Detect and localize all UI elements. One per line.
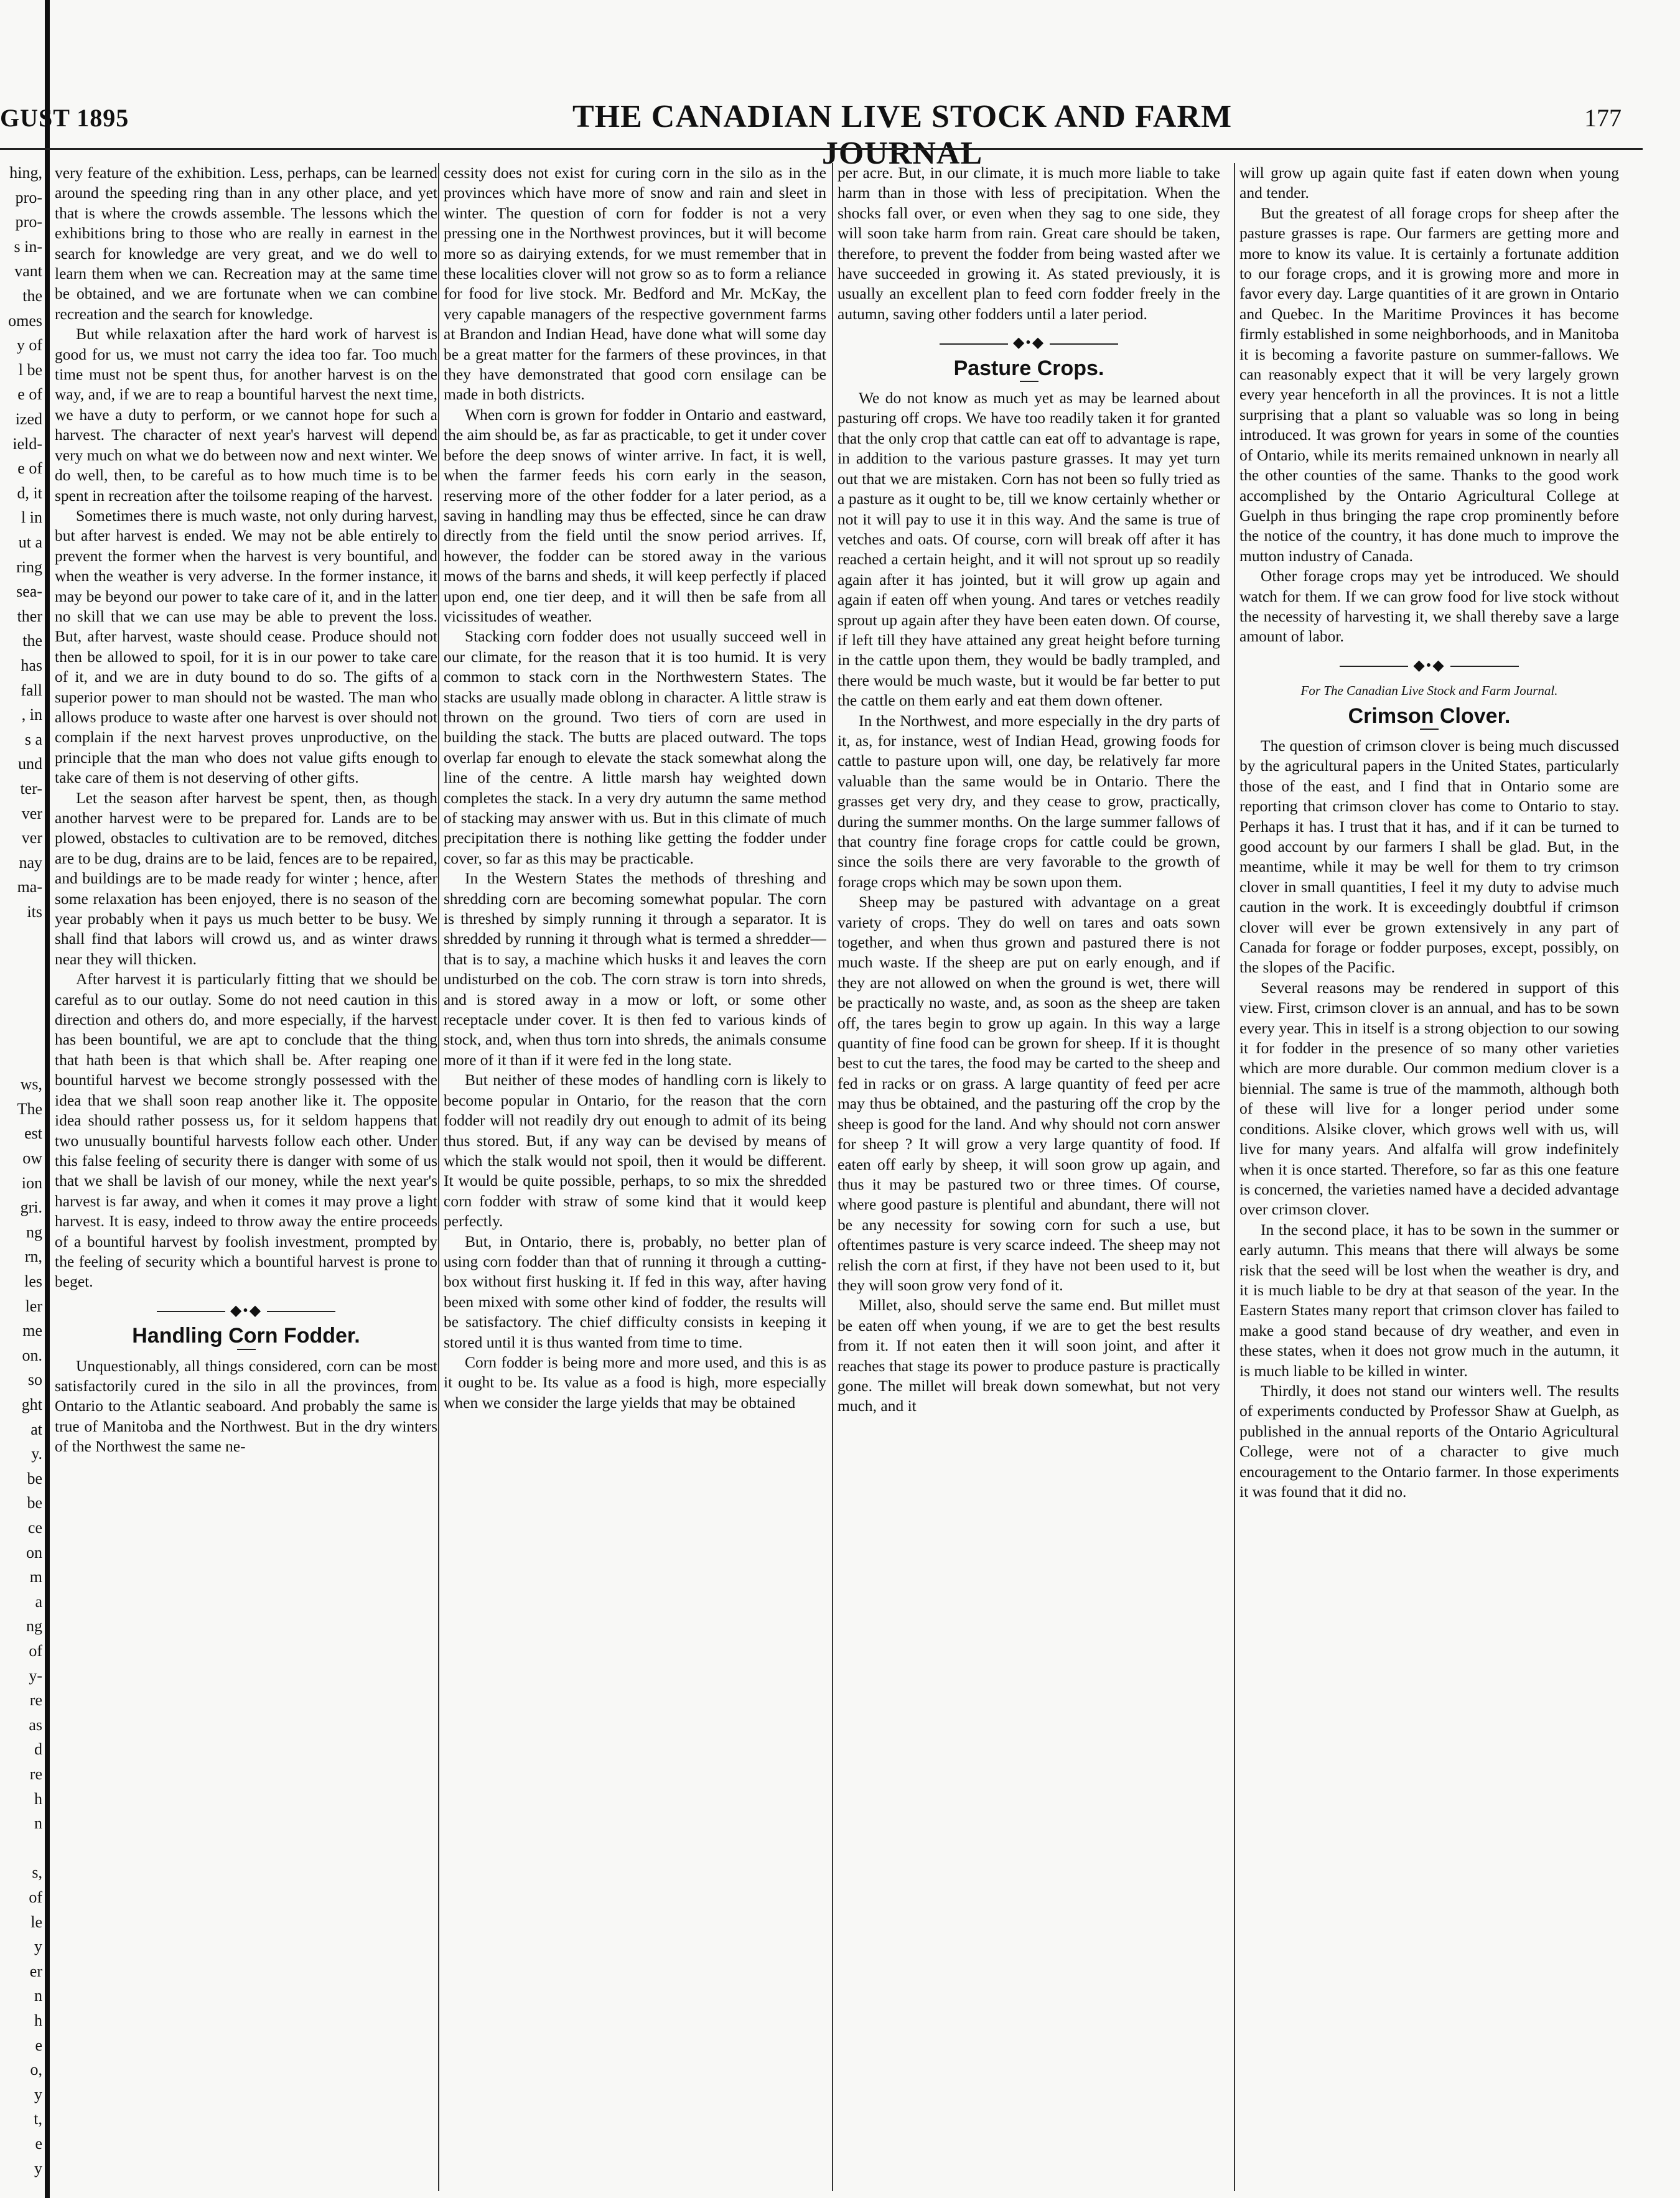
journal-title: THE CANADIAN LIVE STOCK AND FARM JOURNAL xyxy=(572,99,1233,171)
edge-fragment: so xyxy=(27,1371,42,1389)
paragraph: Stacking corn fodder does not usually succeed well in our climate, for the reason that it is too humid. It is very common to stack corn in the Northwestern States. The stacks are usually made oblong in character. A little straw is thrown on the ground. Two tiers of corn are used in building the stack. The butts are placed outward. The tops overlap far enough to elevate the stack somewhat along the line of the centre. A little marsh hay weighted down completes the stack. In a very dry autumn the same method of stacking may answer with us. But in this climate of much precipitation there is nothing like getting the fodder under cover, so far as this may be practicable. xyxy=(444,627,826,867)
edge-fragment: on xyxy=(26,1543,42,1562)
section-heading: Pasture Crops. xyxy=(953,356,1104,380)
paragraph: The question of crimson clover is being much discussed by the agricultural papers in the United States, particularly those of the east, and I find that in Ontario some are reporting that crimson clover has come to Ontario to stay. Perhaps it has. I trust that it has, and if it can be turned to good account by our farmers I shall be glad. But, in the meantime, while it may be well for them to try crimson clover in small quantities, I feel it my duty to advise much caution in the work. It is exceedingly doubtful if crimson clover will ever be grown extensively in any part of Canada for forage or fodder purposes, except, possibly, on the slopes of the Pacific. xyxy=(1239,736,1619,977)
edge-fragment: s a xyxy=(24,730,42,748)
edge-fragment: n xyxy=(34,1986,42,2005)
edge-fragment: er xyxy=(29,1962,42,1980)
edge-fragment: vant xyxy=(14,262,42,281)
column-2 xyxy=(444,163,826,2191)
edge-fragment: ther xyxy=(17,607,42,625)
paragraph: will grow up again quite fast if eaten down when young and tender. xyxy=(1239,164,1619,202)
paragraph: Other forage crops may yet be introduced. We should watch for them. If we can grow food for live stock without the necessity of harvesting it, we shall thereby save a large amount of labor. xyxy=(1239,567,1619,646)
section-heading: Crimson Clover. xyxy=(1348,704,1511,728)
edge-fragment: d, it xyxy=(17,483,42,502)
edge-fragment: of xyxy=(29,1642,42,1660)
edge-fragment: hing, xyxy=(9,164,42,182)
gutter-bar xyxy=(45,0,50,2198)
edge-fragment: le xyxy=(30,1912,42,1931)
header-rule xyxy=(0,148,1643,150)
edge-fragment: e xyxy=(35,2036,42,2054)
edge-fragment: y xyxy=(34,2159,42,2177)
edge-fragment: ver xyxy=(21,829,42,847)
column-rule xyxy=(438,163,439,2191)
edge-fragment: les xyxy=(24,1272,42,1290)
section-heading: Handling Corn Fodder. xyxy=(132,1324,360,1348)
header-date: GUST 1895 xyxy=(0,104,129,132)
edge-fragment: ng xyxy=(26,1222,42,1241)
paragraph: per acre. But, in our climate, it is much more liable to take harm than in those with less of precipitation. When the shocks fall over, or even when they sag to one side, they will soon take harm from rain. Great care should be taken, therefore, to prevent the fodder from being wasted after we have succeeded in growing it. As stated previously, it is usually an excellent plan to feed corn fodder freely in the autumn, saving other fodders until a later period. xyxy=(838,164,1220,323)
edge-fragment: a xyxy=(35,1592,42,1611)
edge-fragment: re xyxy=(29,1691,42,1710)
adjacent-page-fragments xyxy=(0,0,54,2198)
paragraph: But neither of these modes of handling corn is likely to become popular in Ontario, for the reason that the corn fodder will not readily dry out enough to admit of its being thus stored. But, if any way can be devised by means of which the stalk would not spoil, then it would be different. It would be quite possible, perhaps, to so mix the shredded corn fodder with straw of some kind that it would keep perfectly. xyxy=(444,1071,826,1231)
paragraph: In the Western States the methods of threshing and shredding corn are becoming somewhat popular. The corn is threshed by simply running it through a separator. It is shredded by running it through what is termed a shredder—that is to say, a machine which husks it and leaves the corn undisturbed on the cob. The corn straw is torn into shreds, and is stored away in a mow or loft, or some other receptacle under cover. It is then fed to various kinds of stock, and, when thus torn into shreds, the animals consume more of it than if it were fed in the long state. xyxy=(444,869,826,1069)
edge-fragment: est xyxy=(24,1124,42,1143)
edge-fragment: be xyxy=(27,1494,42,1512)
edge-fragment: be xyxy=(27,1469,42,1488)
edge-fragment: y of xyxy=(16,336,42,355)
edge-fragment: nay xyxy=(19,853,42,872)
edge-fragment: pro- xyxy=(15,213,42,231)
edge-fragment: h xyxy=(34,2011,42,2029)
paragraph: In the second place, it has to be sown in the summer or early autumn. This means that there will always be some risk that the seed will be lost when the weather is dry, and it is much liable to be dry at that season of the year. In the Eastern States many report that crimson clover has failed to make a good stand because of dry weather, and even in these states, when it does not grow much in the autumn, it is much liable to be killed in winter. xyxy=(1239,1220,1619,1380)
edge-fragment: its xyxy=(27,903,42,921)
edge-fragment: e xyxy=(35,2135,42,2153)
paragraph: Millet, also, should serve the same end. But millet must be eaten off when young, if we are to get the best results from it. If not eaten then it will soon joint, and after it reaches that stage its power to produce pasture is practically gone. The millet will break down somewhat, but not very much, and it xyxy=(838,1296,1220,1415)
heading-dash xyxy=(1420,729,1439,730)
section-ornament: ◆•◆ xyxy=(1239,656,1619,676)
edge-fragment: ma- xyxy=(17,878,42,896)
heading-dash xyxy=(237,1349,256,1350)
edge-fragment: ver xyxy=(21,804,42,822)
edge-fragment: m xyxy=(29,1568,42,1586)
edge-fragment: e of xyxy=(17,459,42,478)
edge-fragment: as xyxy=(29,1715,42,1734)
edge-fragment: l in xyxy=(21,508,42,527)
paragraph: Sometimes there is much waste, not only during harvest, but after harvest is ended. We may not be able entirely to prevent the former when the harvest is very bountiful, and when the weather is very adverse. In the former instance, it may be beyond our power to take care of it, and in the latter no skill that we can use may be able to prevent the loss. But, after harvest, waste should cease. Produce should not then be allowed to spoil, for it is in our power to take care of it, and we are in duty bound to do so. The gifts of a superior power to man should not be wasted. The man who allows produce to waste after one harvest is over should not complain if the next harvest proves unproductive, on the principle that the man who does not value gifts enough to take care of them is not deserving of other gifts. xyxy=(55,506,437,787)
edge-fragment: on. xyxy=(22,1346,42,1364)
edge-fragment: The xyxy=(17,1099,42,1118)
paragraph: Unquestionably, all things considered, corn can be most satisfactorily cured in the silo in all the provinces, from Ontario to the Atlantic seaboard. And probably the same is true of Manitoba and the Northwest. But in the dry winters of the Northwest the same ne- xyxy=(55,1356,437,1456)
edge-fragment: s, xyxy=(32,1863,42,1882)
paragraph: Corn fodder is being more and more used, and this is as it ought to be. Its value as a food is high, more especially when we consider the large yields that may be obtained xyxy=(444,1353,826,1412)
edge-fragment: y. xyxy=(31,1445,42,1463)
paragraph: After harvest it is particularly fitting that we should be careful as to our outlay. Some do not need caution in this direction and others do, and more especially, if the harvest has been bountiful, we are apt to conclude that the thing that hath been is that which shall be. After reaping one bountiful harvest we become strongly possessed with the idea that we shall soon reap another like it. The opposite idea should rather possess us, for it seldom happens that two unusually bountiful harvests follow each other. Under this false feeling of security there is danger with some of us that we shall be lavish of our money, while the next year's harvest is far away, and when it comes it may prove a light harvest. It is easy, indeed to throw away the entire proceeds of a bountiful harvest by foolish investment, prompted by the feeling of security which a bountiful harvest is prone to beget. xyxy=(55,970,437,1291)
edge-fragment: o, xyxy=(30,2061,42,2079)
edge-fragment: ws, xyxy=(20,1075,42,1094)
edge-fragment: the xyxy=(22,631,42,650)
paragraph: Several reasons may be rendered in support of this view. First, crimson clover is an annual, and has to be sown every year. This in itself is a strong objection to our sowing it for fodder in the presence of so many other varieties which are more durable. Our common medium clover is a biennial. The same is true of the mammoth, although both of these will live for a longer period under some conditions. Alsike clover, which grows well with us, will live for many years. And alfalfa will grow indefinitely when it is once started. Therefore, so far as this one feature is concerned, the varieties named have a decided advantage over crimson clover. xyxy=(1239,978,1619,1219)
edge-fragment: t, xyxy=(34,2110,42,2128)
edge-fragment: omes xyxy=(8,311,42,330)
edge-fragment: e of xyxy=(17,385,42,404)
paragraph: But while relaxation after the hard work of harvest is good for us, we must not carry the idea too far. Too much time must not be spent thus, for another harvest is on the way, and, if we are to reap a bountiful harvest the next time, we have a duty to perform, or we cannot hope for such a harvest. The character of next year's harvest will depend very much on what we do between now and next winter. We do well, then, to be careful as to how much time is to be spent in recreation after the toilsome reaping of the harvest. xyxy=(55,325,437,505)
edge-fragment: pro- xyxy=(15,188,42,207)
edge-fragment: ler xyxy=(25,1297,42,1315)
edge-fragment: the xyxy=(22,287,42,305)
edge-fragment: y xyxy=(34,1937,42,1956)
paragraph: cessity does not exist for curing corn in the silo as in the provinces which have more of snow and rain and sleet in winter. The question of corn for fodder is not a very pressing one in the Northwest provinces, but it will become more so as dairying extends, for we must remember that in these localities clover will not grow so as to form a reliance for food for live stock. Mr. Bedford and Mr. McKay, the very capable managers of the respective government farms at Brandon and Indian Head, have done what will some day be a great matter for the farmers of these provinces, in that they have demonstrated that good corn ensilage can be made in both districts. xyxy=(444,164,826,404)
edge-fragment: rn, xyxy=(24,1247,42,1266)
edge-fragment: ng xyxy=(26,1617,42,1636)
edge-fragment: of xyxy=(29,1888,42,1906)
edge-fragment: ter- xyxy=(20,780,42,798)
paragraph: very feature of the exhibition. Less, perhaps, can be learned around the speeding ring than in any other place, and yet that is where the crowds assemble. The lessons which the exhibitions bring to those who are really in earnest in the search for knowledge are very great, and we do well to learn them when we can. Recreation may at the same time be obtained, and we are fortunate when we can combine recreation and the search for knowledge. xyxy=(55,164,437,323)
edge-fragment: , in xyxy=(21,706,42,724)
edge-fragment: ized xyxy=(15,410,42,428)
edge-fragment: ring xyxy=(16,557,42,576)
edge-fragment: s in- xyxy=(14,237,42,256)
edge-fragment: has xyxy=(21,656,42,674)
edge-fragment: ut a xyxy=(18,533,42,551)
edge-fragment: y xyxy=(34,2085,42,2103)
edge-fragment: ield- xyxy=(12,434,42,453)
edge-fragment: n xyxy=(34,1814,42,1833)
heading-dash xyxy=(1020,381,1038,382)
edge-fragment: ow xyxy=(22,1149,42,1167)
article-credit: For The Canadian Live Stock and Farm Journal. xyxy=(1300,683,1558,699)
column-1 xyxy=(55,163,437,2191)
section-ornament: ◆•◆ xyxy=(838,333,1220,353)
paragraph: Let the season after harvest be spent, then, as though another harvest were to be prepared for. Lands are to be plowed, obstacles to cultivation are to be removed, ditches are to be dug, drains are to be laid, fences are to be repaired, and buildings are to be made ready for winter ; hence, after some relaxation has been enjoyed, there is no season of the year probably when it pays us much better to be busy. We shall find that labors will crowd us, and as winter draws near they will thicken. xyxy=(55,788,437,968)
edge-fragment: und xyxy=(18,755,42,773)
column-rule xyxy=(1234,163,1235,2191)
edge-fragment: ght xyxy=(21,1395,42,1413)
column-3 xyxy=(838,163,1220,2191)
edge-fragment: re xyxy=(29,1765,42,1783)
paragraph: But the greatest of all forage crops for sheep after the pasture grasses is rape. Our farmers are getting more and more to know its value. It is certainly a fortunate addition to our forage crops, and it is growing more and more in favor every day. Large quantities of it are grown in Ontario and Quebec. In the Maritime Provinces it has become firmly established in some neighborhoods, and in Manitoba it is becoming a favorite pasture on summer-fallows. We can reasonably expect that it will be very largely grown every year henceforth in all the provinces. It is not a little surprising that a plant so valuable was so long in being introduced. It was grown for years in some of the counties of Ontario, while its merits remained unknown in nearly all the other counties of the same. Thanks to the good work accomplished by the Ontario Agricultural College at Guelph in thus bringing the rape crop prominently before the notice of the country, it has done much to improve the mutton industry of Canada. xyxy=(1239,203,1619,565)
edge-fragment: d xyxy=(34,1740,42,1759)
edge-fragment: me xyxy=(22,1321,42,1340)
edge-fragment: gri. xyxy=(20,1198,42,1217)
edge-fragment: sea- xyxy=(16,582,42,601)
column-rule xyxy=(832,163,833,2191)
paragraph: But, in Ontario, there is, probably, no better plan of using corn fodder than that of running it through a cutting-box without first husking it. If fed in this way, after having been mixed with some other kind of fodder, the results will be satisfactory. The chief difficulty consists in keeping it stored until it is thus wanted from time to time. xyxy=(444,1232,826,1351)
column-4 xyxy=(1239,163,1619,2191)
paragraph: Thirdly, it does not stand our winters well. The results of experiments conducted by Professor Shaw at Guelph, as published in the annual reports of the Ontario Agricultural College, were not of a character to give much encouragement to the Ontario farmer. In those experiments it was found that it did no. xyxy=(1239,1381,1619,1501)
page-number: 177 xyxy=(1584,104,1622,132)
edge-fragment: y- xyxy=(29,1666,42,1685)
edge-fragment: at xyxy=(30,1420,42,1438)
edge-fragment: l be xyxy=(18,360,42,379)
paragraph: When corn is grown for fodder in Ontario and eastward, the aim should be, as far as practicable, to get it under cover before the deep snows of winter arrive. In fact, it is well, when the farmer feeds his corn early in the season, reserving more of the other fodder for a later period, as a saving in handling may thus be effected, since he can draw directly from the field until the snow period arrives. If, however, the fodder can be stored away in the various mows of the barns and sheds, it will keep perfectly if placed upon end, one tier deep, and it will then be safe from all vicissitudes of weather. xyxy=(444,405,826,625)
paragraph: Sheep may be pastured with advantage on a great variety of crops. They do well on tares and oats sown together, and when thus grown and pastured there is not much waste. If the sheep are put on early enough, and if they are not allowed on when the ground is wet, there will be practically no waste, and, as soon as the sheep are taken off, the tares begin to grow up again. In this way a large quantity of fine food can be grown for sheep. If it is thought best to cut the tares, the food may be carted to the sheep and fed in racks or on grass. A large quantity of feed per acre may thus be obtained, and the pasturing off the crop by the sheep is good for the land. And why should not corn answer for sheep ? It will grow a very large quantity of food. If eaten off early by sheep, it will soon grow up again, and thus it may be pastured two or three times. Of course, where good pasture is plentiful and abundant, there will not be any necessity for sowing corn for such a use, but oftentimes pasture is very scarce indeed. The sheep may not relish the corn at first, if they have not been used to it, but they will soon grow very fond of it. xyxy=(838,893,1220,1294)
edge-fragment: fall xyxy=(21,681,42,699)
paragraph: We do not know as much yet as may be learned about pasturing off crops. We have too readily taken it for granted that the only crop that cattle can eat off to advantage is rape, in addition to the various pasture grasses. It may yet turn out that we are mistaken. Corn has not been so fully tried as a pasture as it ought to be, till we know certainly whether or not it will pay to use it in this way. And the same is true of vetches and oats. Of course, corn will break off after it has reached a certain height, and it will not sprout up so readily again after it has jointed, but it will grow up again and again if eaten off when young. And tares or vetches readily sprout up again after they have been eaten down. Of course, if left till they have attained any great height before turning in the cattle upon them, they would be badly trampled, and there would be much waste, but it would be far better to put the cattle on them early and eat them down oftener. xyxy=(838,389,1220,710)
page-header xyxy=(0,93,1680,171)
section-ornament: ◆•◆ xyxy=(55,1301,437,1321)
edge-fragment: ce xyxy=(27,1519,42,1537)
edge-fragment: ion xyxy=(21,1173,42,1192)
paragraph: In the Northwest, and more especially in the dry parts of it, as, for instance, west of Indian Head, growing foods for cattle to pasture upon will, one day, be relatively far more valuable than the same would be in Ontario. There the grasses get very dry, and they cease to grow, practically, during the summer months. On the large summer fallows of that country fine forage crops for cattle could be grown, since the soils there are very favorable to the growth of forage crops which may be sown upon them. xyxy=(838,711,1220,891)
edge-fragment: h xyxy=(34,1789,42,1808)
